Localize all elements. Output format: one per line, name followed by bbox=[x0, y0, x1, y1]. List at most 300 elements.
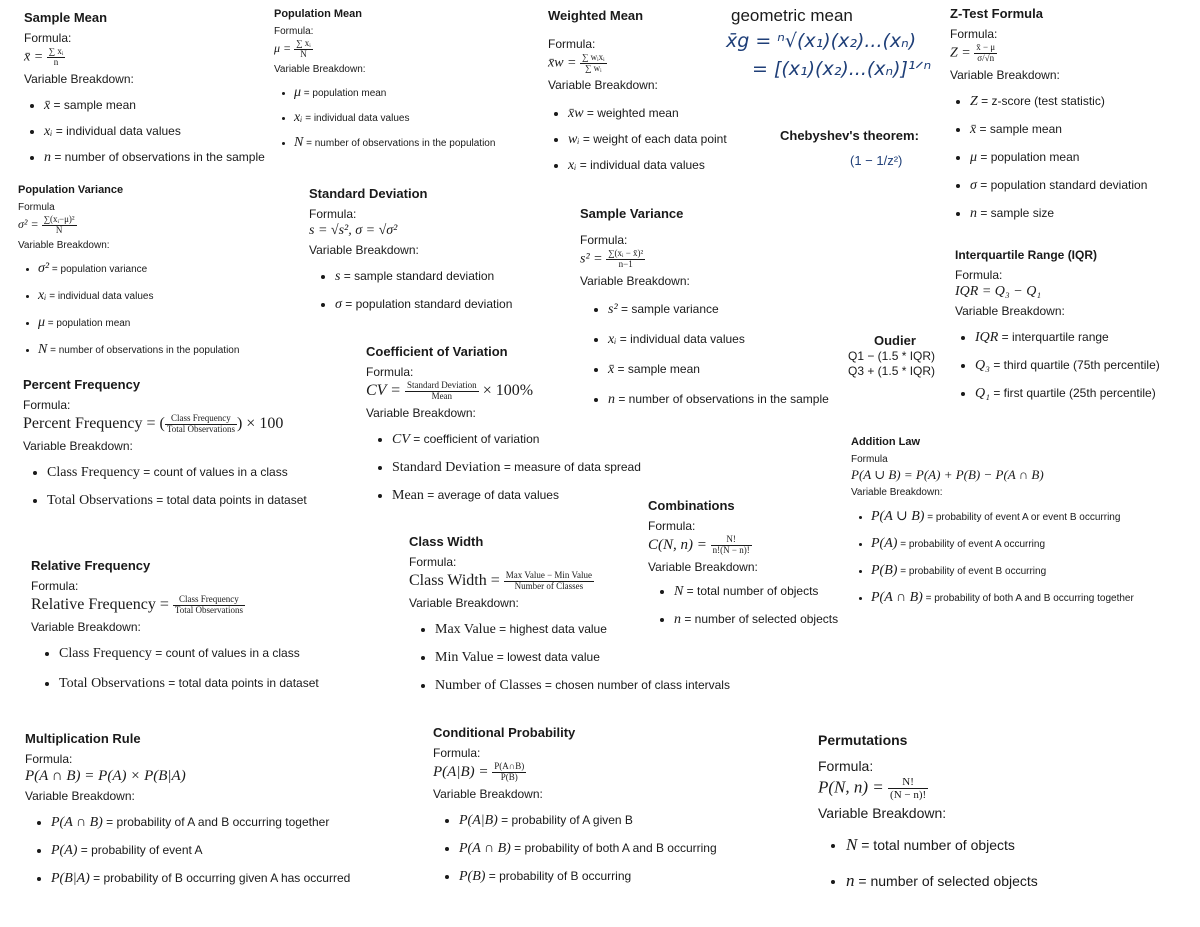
numerator: N! bbox=[711, 535, 752, 546]
list-item bbox=[38, 315, 239, 331]
denominator: Total Observations bbox=[174, 604, 243, 615]
denominator: P(B) bbox=[500, 771, 518, 782]
list-item bbox=[44, 124, 265, 140]
description: = number of observations in the sample bbox=[51, 149, 265, 164]
variable-list bbox=[24, 98, 265, 166]
fraction bbox=[504, 571, 594, 592]
description: = individual data values bbox=[52, 123, 181, 138]
breakdown-label: Variable Breakdown: bbox=[23, 438, 133, 453]
list-item bbox=[51, 843, 350, 859]
symbol: σ bbox=[970, 177, 977, 193]
formula bbox=[274, 39, 495, 60]
symbol: xᵢ bbox=[294, 109, 303, 125]
denominator: n−1 bbox=[618, 258, 633, 269]
formula-lhs: x̄ = bbox=[24, 49, 47, 65]
symbol: P(A ∩ B) bbox=[459, 840, 511, 856]
formula-lhs: CV = bbox=[366, 382, 405, 400]
formula: P(A ∪ B) = P(A) + P(B) − P(A ∩ B) bbox=[851, 467, 1044, 482]
geometric-mean-formula-line-2: = [(x₁)(x₂)...(xₙ)]¹ᐟⁿ bbox=[752, 58, 932, 80]
formula-lhs: Class Width = bbox=[409, 572, 504, 590]
description: = total number of objects bbox=[857, 837, 1015, 854]
description: = first quartile (25th percentile) bbox=[989, 386, 1156, 400]
fraction bbox=[888, 776, 928, 801]
formula-rhs: × 100% bbox=[478, 382, 534, 400]
numerator: ∑ xᵢ bbox=[48, 46, 64, 56]
breakdown-label: Variable Breakdown: bbox=[648, 559, 758, 574]
formula-lhs: P(N, n) = bbox=[818, 777, 889, 797]
symbol: P(A ∩ B) bbox=[871, 590, 923, 605]
variable-list bbox=[433, 813, 717, 885]
symbol: xᵢ bbox=[38, 287, 47, 303]
description: = sample variance bbox=[617, 301, 719, 316]
description: = population mean bbox=[301, 87, 387, 99]
breakdown-label: Variable Breakdown: bbox=[433, 786, 543, 801]
list-item bbox=[59, 646, 319, 662]
geometric-mean-card bbox=[726, 6, 931, 80]
symbol: N bbox=[38, 341, 48, 357]
symbol: n bbox=[846, 871, 855, 891]
description: = number of selected objects bbox=[854, 873, 1038, 890]
symbol: Total Observations bbox=[59, 675, 165, 691]
list-item bbox=[970, 150, 1147, 166]
list-item bbox=[38, 261, 239, 277]
formula-rhs: ) × 100 bbox=[236, 415, 284, 433]
description: = population mean bbox=[45, 317, 131, 329]
list-item bbox=[294, 85, 495, 101]
variable-list bbox=[18, 261, 239, 358]
list-item bbox=[846, 835, 1038, 855]
card-title: Addition Law bbox=[851, 436, 921, 448]
description: = population standard deviation bbox=[976, 177, 1148, 192]
formula-label: Formula: bbox=[433, 746, 481, 760]
numerator: ∑(xᵢ − x̄)² bbox=[608, 248, 644, 258]
symbol: Min Value bbox=[435, 649, 494, 665]
symbol: Max Value bbox=[435, 621, 496, 637]
description: = chosen number of class intervals bbox=[541, 677, 730, 692]
variable-list bbox=[851, 508, 1134, 606]
description: = count of values in a class bbox=[151, 645, 300, 660]
symbol: Class Frequency bbox=[59, 645, 152, 661]
breakdown-label: Variable Breakdown: bbox=[366, 405, 476, 420]
description: = individual data values bbox=[576, 157, 705, 172]
breakdown-label: Variable Breakdown: bbox=[955, 304, 1065, 318]
symbol: n bbox=[674, 611, 681, 627]
fraction bbox=[580, 53, 607, 74]
symbol: Standard Deviation bbox=[392, 459, 501, 475]
breakdown-label: Variable Breakdown: bbox=[274, 63, 366, 75]
list-item bbox=[871, 536, 1134, 552]
card-title: Standard Deviation bbox=[309, 186, 428, 201]
fraction bbox=[165, 414, 237, 435]
list-item bbox=[970, 178, 1147, 194]
list-item bbox=[970, 122, 1147, 138]
numerator: ∑(xᵢ−μ)² bbox=[43, 214, 75, 224]
description: = individual data values bbox=[46, 290, 154, 302]
description: = number of observations in the population bbox=[47, 344, 240, 356]
list-item bbox=[970, 206, 1147, 222]
breakdown-label: Variable Breakdown: bbox=[548, 77, 658, 92]
description: = z-score (test statistic) bbox=[977, 93, 1105, 108]
list-item bbox=[435, 678, 730, 694]
description: = individual data values bbox=[302, 112, 410, 124]
variable-list bbox=[274, 85, 495, 151]
addition-law-card bbox=[851, 436, 1134, 617]
description: = count of values in a class bbox=[139, 464, 288, 479]
formula-lhs: P(A|B) = bbox=[433, 763, 493, 780]
denominator: Number of Classes bbox=[514, 580, 584, 591]
symbol: Q₁ bbox=[975, 386, 990, 401]
card-title: Chebyshev's theorem: bbox=[780, 128, 919, 143]
breakdown-label: Variable Breakdown: bbox=[818, 805, 947, 822]
description: = probability of both A and B occurring bbox=[510, 840, 717, 855]
symbol: P(A) bbox=[51, 843, 78, 858]
symbol: P(A ∩ B) bbox=[51, 815, 103, 830]
list-item bbox=[975, 330, 1160, 346]
list-item bbox=[846, 871, 1038, 891]
formula bbox=[433, 762, 717, 783]
variable-list bbox=[25, 815, 350, 887]
symbol: P(A ∪ B) bbox=[871, 509, 925, 524]
list-item bbox=[975, 358, 1160, 374]
card-title: Percent Frequency bbox=[23, 377, 141, 392]
description: = number of observations in the sample bbox=[615, 391, 829, 406]
list-item bbox=[608, 392, 829, 408]
variable-list bbox=[309, 269, 512, 313]
description: = population standard deviation bbox=[341, 297, 513, 311]
fraction bbox=[173, 595, 245, 616]
outlier-card bbox=[848, 333, 935, 379]
list-item bbox=[608, 332, 829, 348]
list-item bbox=[459, 813, 717, 829]
numerator: Max Value − Min Value bbox=[505, 570, 592, 580]
permutations-card bbox=[818, 732, 1038, 903]
card-title: Z-Test Formula bbox=[950, 6, 1043, 21]
card-title: Population Variance bbox=[18, 184, 124, 196]
numerator: P(A∩B) bbox=[494, 761, 525, 771]
upper-fence: Q3 + (1.5 * IQR) bbox=[848, 364, 936, 378]
description: = weighted mean bbox=[583, 105, 679, 120]
population-variance-card bbox=[18, 184, 239, 369]
denominator: N bbox=[300, 48, 307, 59]
description: = number of selected objects bbox=[681, 611, 839, 626]
symbol: IQR bbox=[975, 330, 999, 345]
description: = sample size bbox=[977, 205, 1055, 220]
fraction bbox=[294, 39, 313, 60]
formula bbox=[18, 215, 239, 236]
symbol: CV bbox=[392, 431, 410, 447]
card-title: Coefficient of Variation bbox=[366, 344, 508, 359]
description: = probability of both A and B occurring together bbox=[922, 593, 1134, 604]
list-item bbox=[568, 106, 727, 122]
formula bbox=[31, 595, 319, 616]
symbol: μ bbox=[970, 149, 978, 165]
variable-list bbox=[950, 94, 1147, 222]
symbol: N bbox=[846, 835, 858, 855]
symbol: μ bbox=[38, 314, 46, 330]
numerator: Class Frequency bbox=[173, 595, 245, 606]
formula bbox=[23, 414, 307, 435]
list-item bbox=[44, 150, 265, 166]
denominator: n bbox=[53, 56, 59, 67]
formula-lhs: x̄w = bbox=[548, 55, 580, 71]
list-item bbox=[294, 135, 495, 151]
formula-lhs: μ = bbox=[274, 41, 295, 56]
description: = interquartile range bbox=[998, 330, 1109, 344]
description: = third quartile (75th percentile) bbox=[989, 358, 1160, 372]
coefficient-of-variation-card bbox=[366, 344, 641, 514]
symbol: Z bbox=[970, 93, 978, 109]
description: = sample mean bbox=[614, 361, 700, 376]
variable-list bbox=[955, 330, 1160, 402]
list-item bbox=[970, 94, 1147, 110]
symbol: s² bbox=[608, 301, 618, 317]
breakdown-label: Variable Breakdown: bbox=[25, 789, 135, 803]
card-title: Interquartile Range (IQR) bbox=[955, 248, 1098, 262]
description: = sample standard deviation bbox=[340, 269, 495, 283]
card-title: Sample Mean bbox=[24, 10, 108, 25]
breakdown-label: Variable Breakdown: bbox=[851, 487, 943, 498]
description: = lowest data value bbox=[493, 649, 600, 664]
card-title: Weighted Mean bbox=[548, 8, 644, 23]
formula: s = √s², σ = √σ² bbox=[309, 223, 398, 238]
formula-label: Formula bbox=[18, 202, 55, 213]
symbol: Mean bbox=[392, 487, 424, 503]
symbol: σ² bbox=[38, 260, 50, 276]
formula bbox=[818, 776, 1038, 801]
symbol: N bbox=[294, 134, 304, 150]
list-item bbox=[51, 815, 350, 831]
sample-mean-card bbox=[24, 10, 265, 176]
breakdown-label: Variable Breakdown: bbox=[24, 71, 134, 86]
numerator: Standard Deviation bbox=[406, 380, 477, 390]
list-item bbox=[335, 297, 512, 313]
denominator: (N − n)! bbox=[890, 789, 927, 802]
description: = probability of B occurring bbox=[485, 868, 632, 883]
fraction bbox=[492, 762, 526, 783]
formula-label: Formula: bbox=[31, 579, 79, 593]
formula: P(A ∩ B) = P(A) × P(B|A) bbox=[25, 768, 186, 784]
list-item bbox=[51, 871, 350, 887]
formula bbox=[24, 47, 265, 68]
description: = coefficient of variation bbox=[409, 431, 540, 446]
denominator: N bbox=[55, 224, 63, 235]
standard-deviation-card bbox=[309, 186, 512, 323]
breakdown-label: Variable Breakdown: bbox=[18, 239, 110, 251]
numerator: x̄ − μ bbox=[976, 42, 996, 52]
card-title: Conditional Probability bbox=[433, 725, 576, 740]
iqr-card bbox=[955, 248, 1160, 412]
fraction bbox=[47, 47, 66, 68]
symbol: P(B) bbox=[459, 868, 486, 884]
breakdown-label: Variable Breakdown: bbox=[31, 619, 141, 634]
card-title: Sample Variance bbox=[580, 206, 684, 221]
symbol: Number of Classes bbox=[435, 677, 542, 693]
formula-label: Formula: bbox=[24, 31, 72, 45]
description: = probability of B occurring given A has occurred bbox=[89, 871, 351, 885]
symbol: σ bbox=[335, 297, 342, 312]
variable-list bbox=[31, 646, 319, 692]
symbol: P(B) bbox=[871, 563, 898, 578]
symbol: n bbox=[44, 149, 51, 165]
denominator: ∑ wᵢ bbox=[584, 62, 602, 73]
formula-label: Formula: bbox=[274, 26, 314, 37]
formula bbox=[580, 249, 829, 270]
formula-label: Formula: bbox=[25, 752, 73, 766]
fraction bbox=[974, 43, 997, 64]
relative-frequency-card bbox=[31, 558, 319, 702]
description: = probability of A and B occurring together bbox=[102, 815, 330, 829]
list-item bbox=[871, 563, 1134, 579]
symbol: wᵢ bbox=[568, 131, 580, 147]
chebyshev-formula: (1 − 1/z²) bbox=[850, 153, 903, 168]
description: = probability of event A or event B occurring bbox=[924, 512, 1121, 523]
formula-label: Formula: bbox=[580, 233, 628, 247]
formula-label: Formula: bbox=[548, 37, 596, 51]
symbol: n bbox=[608, 391, 615, 407]
denominator: σ/√n bbox=[977, 52, 995, 63]
symbol: P(B|A) bbox=[51, 871, 90, 886]
fraction bbox=[405, 381, 479, 402]
symbol: P(A|B) bbox=[459, 812, 498, 828]
list-item bbox=[335, 269, 512, 285]
description: = population mean bbox=[977, 149, 1080, 164]
formula-lhs: Relative Frequency = bbox=[31, 596, 173, 614]
class-width-card bbox=[409, 534, 730, 704]
description: = total data points in dataset bbox=[164, 675, 319, 690]
list-item bbox=[871, 590, 1134, 606]
formula-label: Formula: bbox=[309, 207, 357, 221]
geometric-mean-formula-line-1: x̄g = ⁿ√(x₁)(x₂)...(xₙ) bbox=[726, 30, 917, 52]
formula-label: Formula bbox=[851, 454, 888, 465]
numerator: N! bbox=[888, 776, 928, 789]
description: = total data points in dataset bbox=[152, 492, 307, 507]
list-item bbox=[47, 493, 307, 509]
numerator: Class Frequency bbox=[165, 414, 237, 425]
variable-list bbox=[409, 622, 730, 694]
weighted-mean-card bbox=[548, 8, 727, 184]
list-item bbox=[294, 110, 495, 126]
description: = population variance bbox=[49, 263, 148, 275]
card-title: Class Width bbox=[409, 534, 484, 549]
list-item bbox=[459, 841, 717, 857]
breakdown-label: Variable Breakdown: bbox=[950, 67, 1060, 82]
formula-label: Formula: bbox=[409, 555, 457, 569]
conditional-probability-card bbox=[433, 725, 717, 895]
symbol: xᵢ bbox=[568, 157, 577, 173]
card-title: Population Mean bbox=[274, 8, 362, 20]
list-item bbox=[568, 132, 727, 148]
card-title: Multiplication Rule bbox=[25, 731, 141, 746]
denominator: Mean bbox=[431, 390, 453, 401]
list-item bbox=[568, 158, 727, 174]
list-item bbox=[392, 488, 641, 504]
symbol: xᵢ bbox=[608, 331, 617, 347]
description: = number of observations in the population bbox=[303, 137, 496, 149]
list-item bbox=[38, 288, 239, 304]
description: = total number of objects bbox=[683, 583, 819, 598]
formula-label: Formula: bbox=[950, 27, 998, 41]
lower-fence: Q1 − (1.5 * IQR) bbox=[848, 349, 936, 363]
card-title: Oudier bbox=[874, 333, 916, 348]
percent-frequency-card bbox=[23, 377, 307, 519]
list-item bbox=[44, 98, 265, 114]
list-item bbox=[975, 386, 1160, 402]
breakdown-label: Variable Breakdown: bbox=[409, 595, 519, 610]
card-title: Combinations bbox=[648, 498, 735, 513]
breakdown-label: Variable Breakdown: bbox=[309, 243, 419, 257]
variable-list bbox=[23, 465, 307, 509]
fraction bbox=[606, 249, 645, 270]
formula-label: Formula: bbox=[648, 519, 696, 533]
list-item bbox=[38, 342, 239, 358]
symbol: s bbox=[335, 269, 341, 284]
symbol: Total Observations bbox=[47, 492, 153, 508]
formula-lhs: σ² = bbox=[18, 217, 42, 232]
formula bbox=[409, 571, 730, 592]
numerator: ∑ wᵢxᵢ bbox=[582, 52, 605, 62]
symbol: μ bbox=[294, 84, 302, 100]
formula bbox=[548, 53, 727, 74]
symbol: x̄w bbox=[568, 105, 584, 121]
formula bbox=[950, 43, 1147, 64]
list-item bbox=[608, 362, 829, 378]
variable-list bbox=[548, 106, 727, 174]
description: = individual data values bbox=[616, 331, 745, 346]
description: = measure of data spread bbox=[500, 459, 641, 474]
denominator: n!(N − n)! bbox=[712, 544, 750, 555]
denominator: Total Observations bbox=[166, 423, 235, 434]
card-title: Relative Frequency bbox=[31, 558, 151, 573]
list-item bbox=[435, 622, 730, 638]
list-item bbox=[59, 676, 319, 692]
formula-label: Formula: bbox=[366, 365, 414, 379]
list-item bbox=[435, 650, 730, 666]
symbol: xᵢ bbox=[44, 123, 53, 139]
description: = highest data value bbox=[495, 621, 607, 636]
description: = probability of event A occurring bbox=[897, 539, 1046, 550]
symbol: n bbox=[970, 205, 977, 221]
symbol: x̄ bbox=[608, 361, 615, 377]
list-item bbox=[608, 302, 829, 318]
list-item bbox=[871, 508, 1134, 525]
description: = weight of each data point bbox=[579, 131, 727, 146]
formula bbox=[366, 381, 641, 402]
list-item bbox=[47, 465, 307, 481]
symbol: P(A) bbox=[871, 536, 898, 551]
formula-lhs: Percent Frequency = ( bbox=[23, 415, 165, 433]
description: = sample mean bbox=[50, 97, 136, 112]
variable-list bbox=[366, 432, 641, 504]
formula-label: Formula: bbox=[818, 758, 874, 774]
formula-lhs: C(N, n) = bbox=[648, 536, 711, 553]
symbol: Q₃ bbox=[975, 358, 990, 373]
description: = probability of event A bbox=[77, 843, 203, 857]
population-mean-card bbox=[274, 8, 495, 160]
list-item bbox=[392, 460, 641, 476]
formula-lhs: s² = bbox=[580, 251, 607, 267]
z-test-card bbox=[950, 6, 1147, 234]
card-title: geometric mean bbox=[731, 6, 853, 25]
symbol: Class Frequency bbox=[47, 464, 140, 480]
variable-list bbox=[818, 835, 1038, 891]
multiplication-rule-card bbox=[25, 731, 350, 897]
numerator: ∑ xᵢ bbox=[296, 38, 311, 48]
description: = sample mean bbox=[976, 121, 1062, 136]
formula: IQR = Q₃ − Q₁ bbox=[955, 284, 1042, 299]
breakdown-label: Variable Breakdown: bbox=[580, 273, 690, 288]
symbol: x̄ bbox=[44, 97, 51, 113]
description: = average of data values bbox=[423, 487, 559, 502]
